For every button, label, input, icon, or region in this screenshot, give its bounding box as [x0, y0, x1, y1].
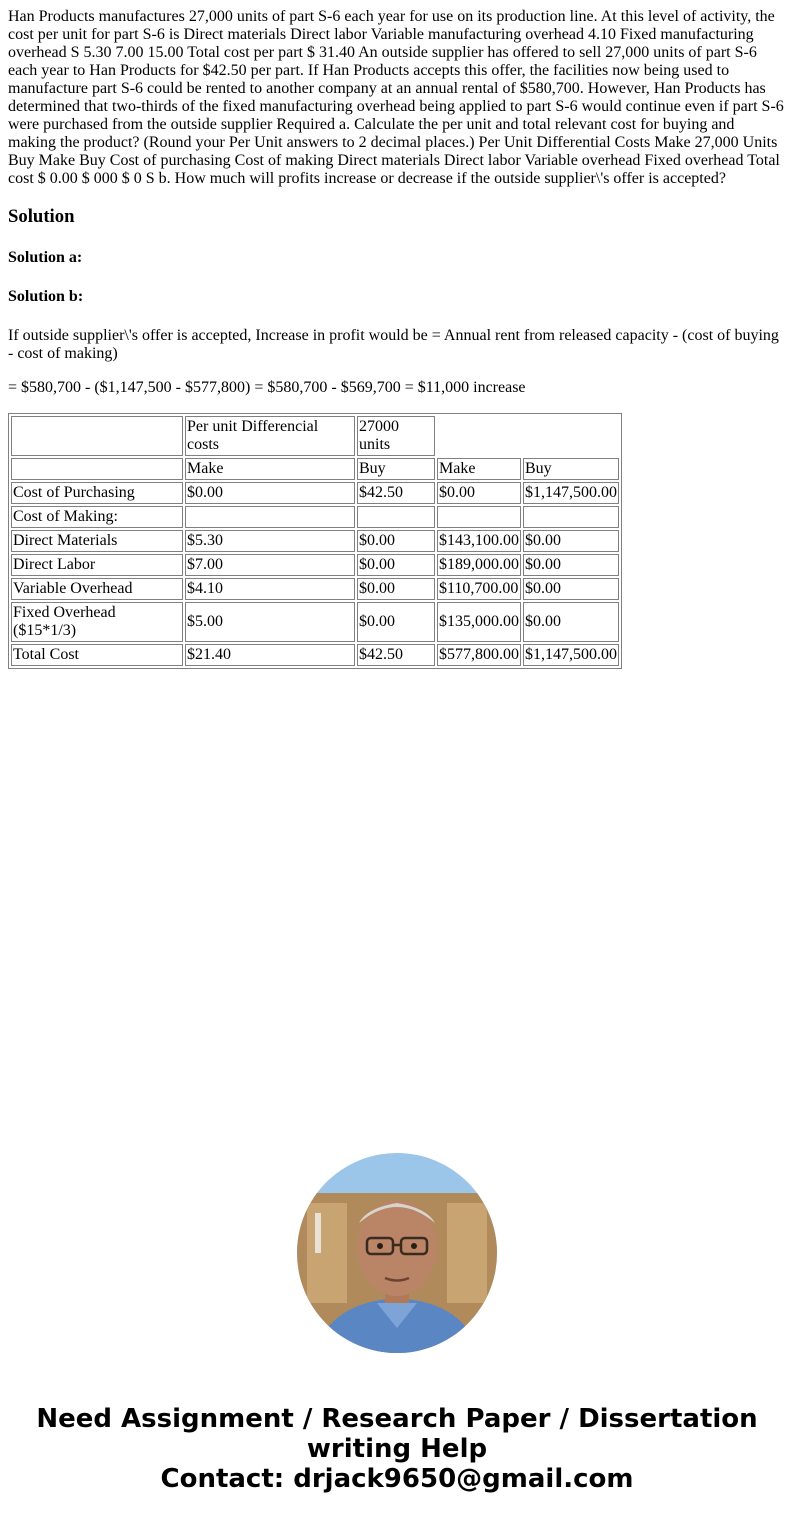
table-cell: $189,000.00 [437, 554, 521, 576]
table-cell [357, 506, 435, 528]
table-cell: $577,800.00 [437, 644, 521, 666]
table-cell [437, 506, 521, 528]
table-cell [523, 506, 619, 528]
table-cell: $0.00 [357, 578, 435, 600]
table-cell: Variable Overhead [11, 578, 183, 600]
table-cell: $5.30 [185, 530, 355, 552]
table-cell: $42.50 [357, 482, 435, 504]
table-cell: $0.00 [357, 602, 435, 642]
solution-b-text: If outside supplier\'s offer is accepted, Increase in profit would be = Annual rent from released capacity - (cost of buying - cost of making) [8, 327, 779, 362]
avatar [297, 1153, 497, 1353]
promo-line-2: writing Help [306, 1434, 488, 1464]
table-header-cell: Make [185, 458, 355, 480]
table-cell: $42.50 [357, 644, 435, 666]
solution-b-calculation: = $580,700 - ($1,147,500 - $577,800) = $580,700 - $569,700 = $11,000 increase [8, 379, 526, 396]
table-row [11, 578, 619, 600]
table-cell: $0.00 [437, 482, 521, 504]
table-row [11, 506, 619, 528]
table-cell: Cost of Purchasing [11, 482, 183, 504]
table-subheader-row [11, 458, 619, 480]
table-row [11, 530, 619, 552]
table-cell: $4.10 [185, 578, 355, 600]
document-body [0, 0, 794, 669]
table-header-cell: Buy [357, 458, 435, 480]
table-cell: $0.00 [523, 554, 619, 576]
table-header-cell [11, 416, 183, 456]
table-cell: Fixed Overhead ($15*1/3) [11, 602, 183, 642]
table-header-cell [11, 458, 183, 480]
table-cell: Total Cost [11, 644, 183, 666]
table-cell: $143,100.00 [437, 530, 521, 552]
table-cell: $1,147,500.00 [523, 644, 619, 666]
author-photo-illustration [297, 1153, 497, 1353]
solution-heading: Solution [8, 206, 75, 227]
question-text: Han Products manufactures 27,000 units of part S-6 each year for use on its production line. At this level of activity, the cost per unit for part S-6 is Direct materials Direct labor Variable manufacturing overhead 4.10 Fixed manufacturing overhead S 5.30 7.00 15.00 Total cost per part $ 31.40 An outside supplier has offered to sell 27,000 units of part S-6 each year to Han Products for $42.50 per part. If Han Products accepts this offer, the facilities now being used to manufacture part S-6 could be rented to another company at an annual rental of $580,700. However, Han Products has determined that two-thirds of the fixed manufacturing overhead being applied to part S-6 would continue even if part S-6 were purchased from the outside supplier Required a. Calculate the per unit and total relevant cost for buying and making the product? (Round your Per Unit answers to 2 decimal places.) Per Unit Differential Costs Make 27,000 Units Buy Make Buy Cost of purchasing Cost of making Direct materials Direct labor Variable overhead Fixed overhead Total cost $ 0.00 $ 000 $ 0 S b. How much will profits increase or decrease if the outside supplier\'s offer is accepted? [8, 8, 784, 187]
table-cell: $7.00 [185, 554, 355, 576]
table-header-cell: Make [437, 458, 521, 480]
table-header-cell: Per unit Differencial costs [185, 416, 355, 456]
table-row [11, 482, 619, 504]
table-cell: $135,000.00 [437, 602, 521, 642]
table-row [11, 554, 619, 576]
cost-comparison-table [8, 413, 622, 669]
table-cell: Direct Materials [11, 530, 183, 552]
table-cell: $21.40 [185, 644, 355, 666]
table-row [11, 602, 619, 642]
table-cell: $0.00 [357, 530, 435, 552]
table-cell: $1,147,500.00 [523, 482, 619, 504]
table-header-cell: 27000 units [357, 416, 435, 456]
table-cell: $0.00 [185, 482, 355, 504]
table-cell: Direct Labor [11, 554, 183, 576]
table-cell: $0.00 [523, 578, 619, 600]
promo-contact: Contact: drjack9650@gmail.com [160, 1464, 634, 1494]
table-cell: $5.00 [185, 602, 355, 642]
table-cell [185, 506, 355, 528]
table-row [11, 644, 619, 666]
table-cell: Cost of Making: [11, 506, 183, 528]
table-cell: $0.00 [523, 602, 619, 642]
solution-a-heading: Solution a: [8, 249, 83, 266]
table-cell: $0.00 [357, 554, 435, 576]
table-cell: $0.00 [523, 530, 619, 552]
promo-banner [0, 1404, 794, 1494]
table-header-cell: Buy [523, 458, 619, 480]
table-header-row [11, 416, 619, 456]
promo-line-1: Need Assignment / Research Paper / Dissertation [36, 1404, 758, 1434]
table-cell: $110,700.00 [437, 578, 521, 600]
solution-b-heading: Solution b: [8, 288, 84, 305]
